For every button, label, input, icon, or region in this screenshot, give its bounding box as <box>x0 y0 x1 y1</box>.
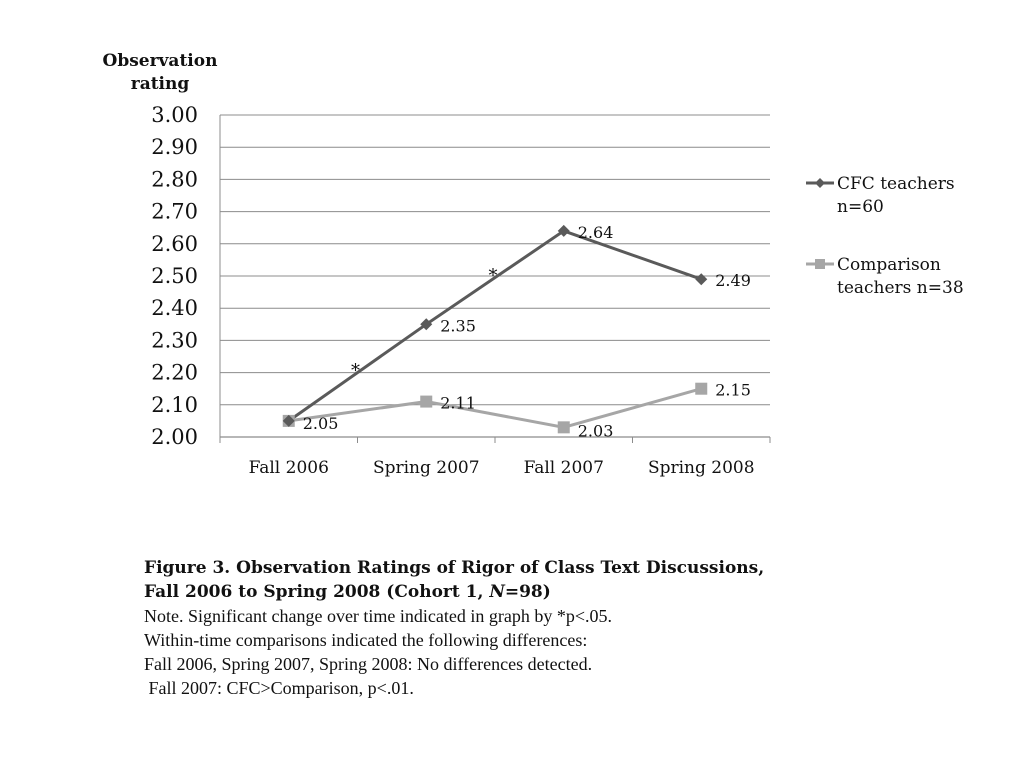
y-tick-label: 2.30 <box>151 328 198 353</box>
data-label: 2.49 <box>715 271 751 291</box>
data-point-diamond <box>695 273 707 285</box>
legend-label: Comparison <box>837 255 941 275</box>
data-point-square <box>695 383 707 395</box>
y-tick-label: 2.90 <box>151 135 198 160</box>
x-tick-label: Fall 2007 <box>523 458 604 478</box>
gridlines <box>220 115 770 405</box>
data-point-square <box>420 396 432 408</box>
y-tick-label: 2.40 <box>151 296 198 321</box>
x-tick-label: Spring 2008 <box>647 458 755 478</box>
y-tick-label: 2.60 <box>151 231 198 256</box>
caption-note-line: Fall 2007: CFC>Comparison, p<.01. <box>144 678 414 698</box>
data-label: 2.11 <box>440 393 476 413</box>
data-label: 2.05 <box>302 413 339 433</box>
caption-title-line1: Figure 3. Observation Ratings of Rigor of Class Text Discussions, <box>144 558 765 578</box>
y-tick-label: 2.80 <box>151 167 198 192</box>
y-tick-label: 3.00 <box>151 103 198 127</box>
caption-title-line2 <box>144 580 844 604</box>
series-layer <box>283 223 751 440</box>
series-line <box>289 389 702 428</box>
caption-note-line: Note. Significant change over time indicated in graph by *p<.05. <box>144 606 613 626</box>
legend-marker-square <box>815 259 825 269</box>
significance-marker: * <box>351 360 360 382</box>
x-tick-label: Fall 2006 <box>248 458 329 478</box>
y-tick-label: 2.00 <box>151 425 198 449</box>
significance-marker: * <box>488 265 498 287</box>
caption-title-italic-n: N <box>489 582 505 602</box>
data-label: 2.64 <box>577 222 614 242</box>
caption-note-line: Within-time comparisons indicated the following differences: <box>144 630 588 650</box>
data-point-square <box>558 421 570 433</box>
y-axis-title-line2: rating <box>130 74 190 94</box>
caption-title-pre: Fall 2006 to Spring 2008 (Cohort 1, <box>144 582 490 602</box>
y-tick-label: 2.50 <box>151 264 198 288</box>
caption-title-post: =98) <box>504 582 551 602</box>
data-label: 2.15 <box>715 380 751 400</box>
y-tick-label: 2.20 <box>151 360 198 385</box>
y-tick-label: 2.70 <box>151 199 198 224</box>
data-label: 2.35 <box>440 316 476 336</box>
x-tick-label: Spring 2007 <box>372 458 480 478</box>
series-line <box>289 231 702 421</box>
legend-label: n=60 <box>837 197 884 217</box>
data-label: 2.03 <box>577 421 614 441</box>
legend <box>806 174 964 298</box>
y-axis-title-line1: Observation <box>102 51 218 71</box>
figure-caption <box>144 556 844 700</box>
caption-note-line: Fall 2006, Spring 2007, Spring 2008: No differences detected. <box>144 654 593 674</box>
legend-label: CFC teachers <box>837 174 955 194</box>
y-tick-label: 2.10 <box>151 392 198 417</box>
axes <box>151 103 770 478</box>
legend-label: teachers n=38 <box>837 278 964 298</box>
legend-marker-diamond <box>815 178 825 188</box>
